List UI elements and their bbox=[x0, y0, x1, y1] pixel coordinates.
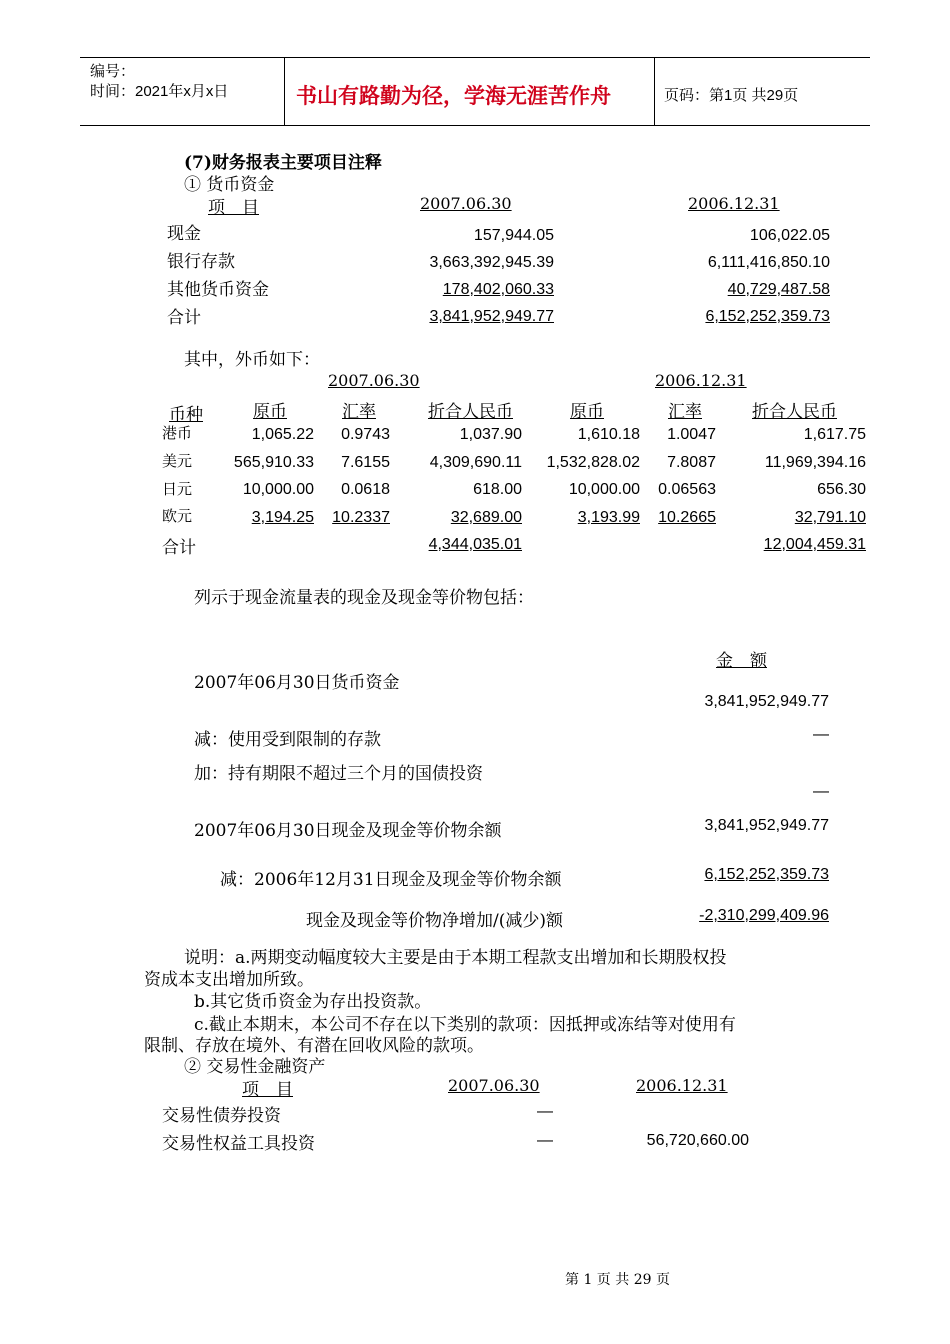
fx-rate-2006: 0.06563 bbox=[658, 481, 716, 498]
cash-total-2006: 6,152,252,359.73 bbox=[705, 308, 830, 325]
fx-total-label: 合计 bbox=[162, 538, 196, 558]
trading-col-2007: 2007.06.30 bbox=[448, 1076, 540, 1095]
cash-col-2007: 2007.06.30 bbox=[420, 194, 512, 213]
fx-orig-2006: 1,532,828.02 bbox=[546, 454, 640, 471]
fx-period-2007: 2007.06.30 bbox=[328, 371, 420, 390]
fx-rate-2007: 7.6155 bbox=[341, 454, 390, 471]
fx-rate-2007: 0.0618 bbox=[341, 481, 390, 498]
fx-rmb-2006: 32,791.10 bbox=[794, 509, 866, 526]
fx-orig-2006: 10,000.00 bbox=[568, 481, 640, 498]
fx-currency: 港币 bbox=[162, 424, 193, 442]
fx-orig-2006: 1,610.18 bbox=[577, 426, 640, 443]
cash-total-2007: 3,841,952,949.77 bbox=[429, 308, 554, 325]
cashflow-line3-value: — bbox=[813, 783, 829, 800]
note-b: b.其它货币资金为存出投资款。 bbox=[194, 992, 432, 1012]
fx-rmb-2007: 1,037.90 bbox=[459, 426, 522, 443]
fx-rate-2007: 0.9743 bbox=[341, 426, 390, 443]
cash-row-2007: 3,663,392,945.39 bbox=[429, 254, 554, 271]
fx-total-2006: 12,004,459.31 bbox=[763, 536, 866, 553]
cash-row-label: 其他货币资金 bbox=[167, 280, 269, 300]
cash-col-item: 项 目 bbox=[208, 198, 259, 218]
cash-row-2006: 106,022.05 bbox=[749, 227, 830, 244]
fx-period-2006: 2006.12.31 bbox=[655, 371, 747, 390]
cash-row-2007: 157,944.05 bbox=[473, 227, 554, 244]
trading-title: ② 交易性金融资产 bbox=[184, 1057, 326, 1077]
cash-row-label: 银行存款 bbox=[167, 252, 235, 272]
header-top-border bbox=[80, 57, 870, 58]
fx-rate-2007: 10.2337 bbox=[332, 509, 390, 526]
cash-row-2007: 178,402,060.33 bbox=[442, 281, 554, 298]
header-divider-right bbox=[654, 57, 655, 125]
trading-row-2007: — bbox=[537, 1103, 553, 1120]
fx-rate-2006: 10.2665 bbox=[658, 509, 716, 526]
section-title: (7)财务报表主要项目注释 bbox=[184, 153, 382, 173]
fx-rate-2006: 7.8087 bbox=[667, 454, 716, 471]
fx-col-orig: 原币 bbox=[253, 402, 287, 422]
cashflow-line6-value: -2,310,299,409.96 bbox=[699, 907, 829, 924]
cashflow-line2-label: 减：使用受到限制的存款 bbox=[194, 730, 381, 750]
fx-rmb-2006: 1,617.75 bbox=[803, 426, 866, 443]
cash-total-label: 合计 bbox=[167, 308, 201, 328]
cashflow-line4-value: 3,841,952,949.77 bbox=[704, 817, 829, 834]
note-c-line2: 限制、存放在境外、有潜在回收风险的款项。 bbox=[144, 1036, 484, 1056]
fx-orig-2007: 10,000.00 bbox=[242, 481, 314, 498]
cashflow-line3-label: 加：持有期限不超过三个月的国债投资 bbox=[194, 764, 483, 784]
cash-row-label: 现金 bbox=[167, 224, 201, 244]
cashflow-intro: 列示于现金流量表的现金及现金等价物包括： bbox=[194, 588, 534, 608]
cashflow-line5-label: 减：2006年12月31日现金及现金等价物余额 bbox=[220, 870, 562, 890]
fx-orig-2006: 3,193.99 bbox=[577, 509, 640, 526]
cashflow-line2-value: — bbox=[813, 726, 829, 743]
cashflow-line5-value: 6,152,252,359.73 bbox=[704, 866, 829, 883]
header-bottom-border bbox=[80, 125, 870, 126]
cash-col-2006: 2006.12.31 bbox=[688, 194, 780, 213]
time-label: 时间：2021年x月x日 bbox=[90, 83, 229, 100]
fx-currency: 欧元 bbox=[162, 507, 193, 525]
cash-subtitle: ① 货币资金 bbox=[184, 175, 275, 195]
fx-col-rate: 汇率 bbox=[668, 402, 702, 422]
trading-col-2006: 2006.12.31 bbox=[636, 1076, 728, 1095]
cashflow-line1-label: 2007年06月30日货币资金 bbox=[194, 673, 400, 693]
fx-rmb-2007: 4,309,690.11 bbox=[429, 454, 522, 471]
trading-row-2006: 56,720,660.00 bbox=[646, 1132, 749, 1149]
serial-label: 编号： bbox=[90, 63, 136, 80]
page-label: 页码：第1页 共29页 bbox=[664, 87, 799, 104]
trading-col-item: 项 目 bbox=[242, 1080, 293, 1100]
fx-rmb-2006: 11,969,394.16 bbox=[764, 454, 866, 471]
amount-header: 金 额 bbox=[716, 651, 767, 671]
fx-rmb-2007: 32,689.00 bbox=[450, 509, 522, 526]
fx-intro: 其中，外币如下： bbox=[184, 350, 320, 370]
header-divider-left bbox=[284, 57, 285, 125]
fx-rmb-2007: 618.00 bbox=[473, 481, 522, 498]
fx-orig-2007: 565,910.33 bbox=[233, 454, 314, 471]
note-a-line2: 资成本支出增加所致。 bbox=[144, 970, 314, 990]
cashflow-line6-label: 现金及现金等价物净增加/(减少)额 bbox=[306, 911, 563, 931]
note-a-line1: 说明：a.两期变动幅度较大主要是由于本期工程款支出增加和长期股权投 bbox=[184, 948, 727, 968]
cash-row-2006: 6,111,416,850.10 bbox=[707, 254, 830, 271]
motto: 书山有路勤为径，学海无涯苦作舟 bbox=[296, 83, 611, 108]
fx-orig-2007: 1,065.22 bbox=[251, 426, 314, 443]
fx-col-rmb: 折合人民币 bbox=[752, 402, 837, 422]
fx-col-currency: 币种 bbox=[169, 405, 203, 425]
fx-orig-2007: 3,194.25 bbox=[251, 509, 314, 526]
fx-rmb-2006: 656.30 bbox=[817, 481, 866, 498]
cashflow-line4-label: 2007年06月30日现金及现金等价物余额 bbox=[194, 821, 502, 841]
fx-currency: 日元 bbox=[162, 480, 193, 498]
fx-col-rmb: 折合人民币 bbox=[428, 402, 513, 422]
fx-currency: 美元 bbox=[162, 452, 193, 470]
cash-row-2006: 40,729,487.58 bbox=[727, 281, 830, 298]
fx-total-2007: 4,344,035.01 bbox=[428, 536, 522, 553]
note-c-line1: c.截止本期末，本公司不存在以下类别的款项：因抵押或冻结等对使用有 bbox=[194, 1015, 736, 1035]
trading-row-label: 交易性权益工具投资 bbox=[162, 1134, 315, 1154]
fx-rate-2006: 1.0047 bbox=[667, 426, 716, 443]
footer-page: 第 1 页 共 29 页 bbox=[565, 1272, 670, 1288]
cashflow-line1-value: 3,841,952,949.77 bbox=[704, 693, 829, 710]
fx-col-orig: 原币 bbox=[570, 402, 604, 422]
trading-row-2007: — bbox=[537, 1132, 553, 1149]
trading-row-label: 交易性债券投资 bbox=[162, 1106, 281, 1126]
fx-col-rate: 汇率 bbox=[342, 402, 376, 422]
